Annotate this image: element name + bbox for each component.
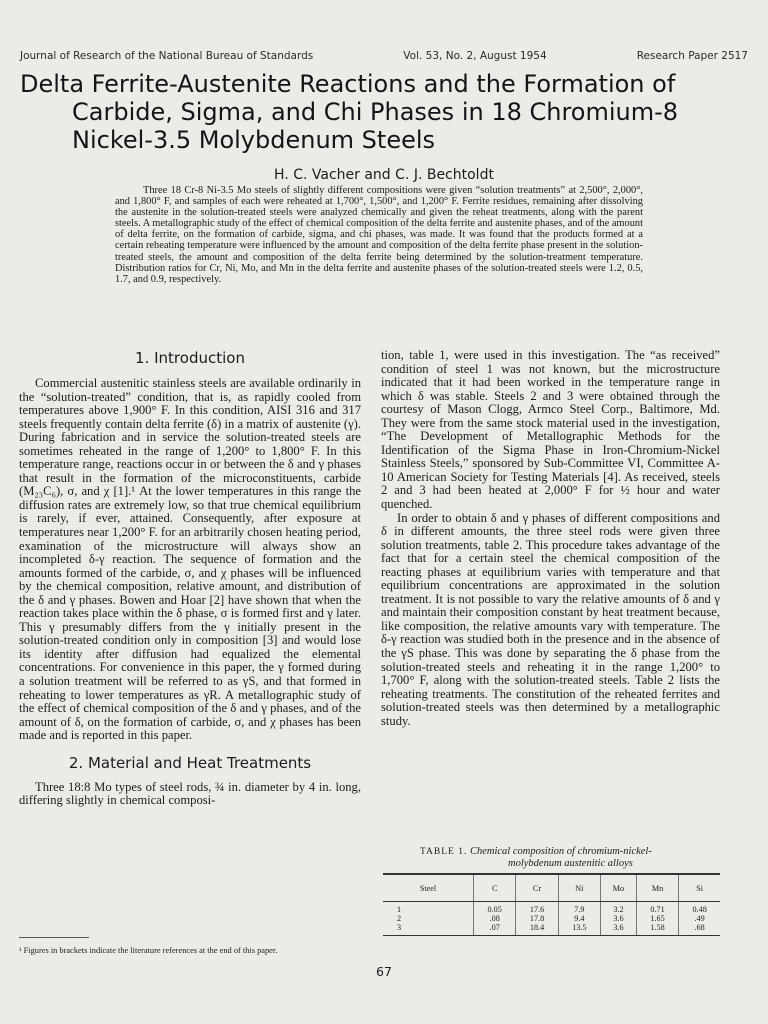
c-column xyxy=(474,902,516,936)
mo-column xyxy=(601,902,637,936)
left-column xyxy=(19,349,361,808)
header-mn: Mn xyxy=(636,874,678,902)
mn-column xyxy=(636,902,678,936)
page-number: 67 xyxy=(376,964,392,979)
mo-value: 3.6 xyxy=(613,914,624,923)
title-line-2: Carbide, Sigma, and Chi Phases in 18 Chromium-8 xyxy=(72,98,679,126)
table-row xyxy=(383,902,720,936)
paper-number: Research Paper 2517 xyxy=(636,50,748,62)
ni-value: 13.5 xyxy=(572,923,587,932)
steel-column xyxy=(383,902,474,936)
header-ni: Ni xyxy=(558,874,600,902)
table-caption xyxy=(420,846,720,870)
header-cr: Cr xyxy=(516,874,558,902)
mo-value: 3.6 xyxy=(613,923,624,932)
table-header-row xyxy=(383,874,720,902)
paper-title xyxy=(20,70,750,154)
right-paragraph-2: In order to obtain δ and γ phases of different compositions and δ in different amounts, the three steel rods were given three solution treatments, table 2. This procedure takes advantage of the fact that for a certain steel the chemical composition of the reacting phases at equilibrium varies with temperature and that equilibrium concentrations are approximated in the solution treatment. It is not possible to vary the relative amounts of δ and γ and maintain their composition constant by heat treatment because, like composition, the relative amounts vary with temperature. The δ-γ reaction was studied both in the presence and in the absence of the γS phase. This was done by separating the δ phase from the solution-treated steels and reheating it in the range 1,200° to 1,700° F, along with the solution-treated steels. Table 2 lists the reheating treatments. The constitution of the reheated ferrites and solution-treated steels was then determined by a metallographic study. xyxy=(381,510,720,728)
abstract: Three 18 Cr-8 Ni-3.5 Mo steels of slightly different compositions were given “solution treatments” at 2,500°, 2,000°, and 1,800° F, and samples of each were reheated at 1,700°, 1,500°, and 1,200° F. Ferrite residues, remaining after dissolving the austenite in the solution-treated steels were analyzed chemically and given the reheat treatments, along with the parent steels. A metallographic study of the effect of chemical composition of the delta ferrite and austenite phases, and of the amount of delta ferrite, on the formation of carbide, sigma, and chi phases, was made. It was found that the products formed at a certain reheating temperature were influenced by the amount and composition of the delta ferrite phase present in the solution-treated steels, the amount and composition of the delta ferrite being determined by the solution-treatment temperature. Distribution ratios for Cr, Ni, Mo, and Mn in the delta ferrite and austenite phases of the solution-treated steels were 1.2, 0.5, 1.7, and 0.9, respectively. xyxy=(115,185,643,285)
ni-value: 9.4 xyxy=(574,914,585,923)
table-title-line-2: molybdenum austenitic alloys xyxy=(508,858,633,869)
running-header xyxy=(20,50,748,62)
title-line-3: Nickel-3.5 Molybdenum Steels xyxy=(72,126,436,154)
volume-info: Vol. 53, No. 2, August 1954 xyxy=(403,50,547,62)
cr-value: 17.8 xyxy=(529,914,545,923)
header-mo: Mo xyxy=(601,874,637,902)
section-heading-materials: 2. Material and Heat Treatments xyxy=(68,753,312,772)
materials-paragraph: Three 18:8 Mo types of steel rods, ¾ in. diameter by 4 in. long, differing slightly in chemical composi- xyxy=(19,779,361,808)
mn-value: 0.71 xyxy=(650,905,665,914)
intro-paragraph: Commercial austenitic stainless steels are available ordinarily in the “solution-treated” condition, that is, as rapidly cooled from temperatures above 1,900° F. In this condition, AISI 316 and 317 steels frequently contain delta ferrite (δ) in a matrix of austenite (γ). During fabrication and in service the solution-treated steels are sometimes reheated in the range of 1,200° to 1,800° F. In this temperature range, reactions occur in or between the δ and γ phases that result in the formation of the microconstituents, carbide (M₂₃C₆), σ, and χ [1].¹ At the lower temperatures in this range the diffusion rates are extremely low, so that true chemical equilibrium is rarely, if ever, attained. Consequently, after exposure at temperatures near 1,200° F. for an arbitrarily chosen heating period, examination of the microstructure will always show an incompleted δ-γ reaction. The sequence of formation and the amounts formed of the carbide, σ, and χ phases will be influenced by the chemical composition, relative amount, and distribution of the δ and γ phases. Bowen and Hoar [2] have shown that when the reaction takes place within the δ phase, σ is formed first and γ later. This γ presumably differs from the γ initially present in the solution-treated condition only in composition [3] and would lose its identity after diffusion had equalized the elemental concentrations. For convenience in this paper, the γ formed during a solution treatment will be referred to as γS, and that formed in reheating to lower temperatures as γR. A metallographic study of the effect of chemical composition of the δ and γ phases, and of the amount of δ, on the formation of carbide, σ, and χ phases has been made and is reported in this paper. xyxy=(19,376,361,743)
footnote: ¹ Figures in brackets indicate the literature references at the end of this paper. xyxy=(19,946,278,955)
right-column xyxy=(381,349,720,728)
si-value: .68 xyxy=(694,923,705,932)
header-si: Si xyxy=(679,874,720,902)
table-title-line-1: Chemical composition of chromium-nickel- xyxy=(469,846,652,857)
mo-value: 3.2 xyxy=(613,905,624,914)
steel-2: 2 xyxy=(397,914,402,923)
section-heading-introduction: 1. Introduction xyxy=(135,349,245,367)
si-value: 0.48 xyxy=(692,905,707,914)
cr-column xyxy=(516,902,558,936)
table-label: TABLE 1. xyxy=(420,847,468,857)
header-steel: Steel xyxy=(383,874,474,902)
mn-value: 1.65 xyxy=(650,914,665,923)
footnote-divider xyxy=(19,937,89,938)
cr-value: 17.6 xyxy=(529,905,545,914)
authors: H. C. Vacher and C. J. Bechtoldt xyxy=(274,167,494,183)
steel-1: 1 xyxy=(397,905,402,914)
composition-table xyxy=(383,873,720,936)
c-value: .07 xyxy=(489,923,500,932)
ni-column xyxy=(558,902,600,936)
si-value: .49 xyxy=(694,914,705,923)
mn-value: 1.58 xyxy=(650,923,665,932)
title-line-1: Delta Ferrite-Austenite Reactions and the Formation of xyxy=(20,70,676,98)
si-column xyxy=(679,902,720,936)
c-value: .08 xyxy=(489,914,500,923)
steel-3: 3 xyxy=(397,923,402,932)
ni-value: 7.9 xyxy=(574,905,585,914)
header-c: C xyxy=(474,874,516,902)
cr-value: 18.4 xyxy=(529,923,545,932)
right-paragraph-1: tion, table 1, were used in this investigation. The “as received” condition of steel 1 was not known, but the microstructure indicated that it had been worked in the temperature range in which δ was stable. Steels 2 and 3 were obtained through the courtesy of Mason Clogg, Armco Steel Corp., Baltimore, Md. They were from the same stock material used in the investigation, “The Development of Metallographic Methods for the Identification of the Sigma Phase in Iron-Chromium-Nickel Stainless Steels,” sponsored by Sub-Committee VI, Committee A-10 American Society for Testing Materials [4]. As received, steels 2 and 3 had been heated at 2,000° F for ½ hour and water quenched. xyxy=(381,348,720,512)
c-value: 0.05 xyxy=(487,905,502,914)
journal-name: Journal of Research of the National Bureau of Standards xyxy=(20,50,314,62)
